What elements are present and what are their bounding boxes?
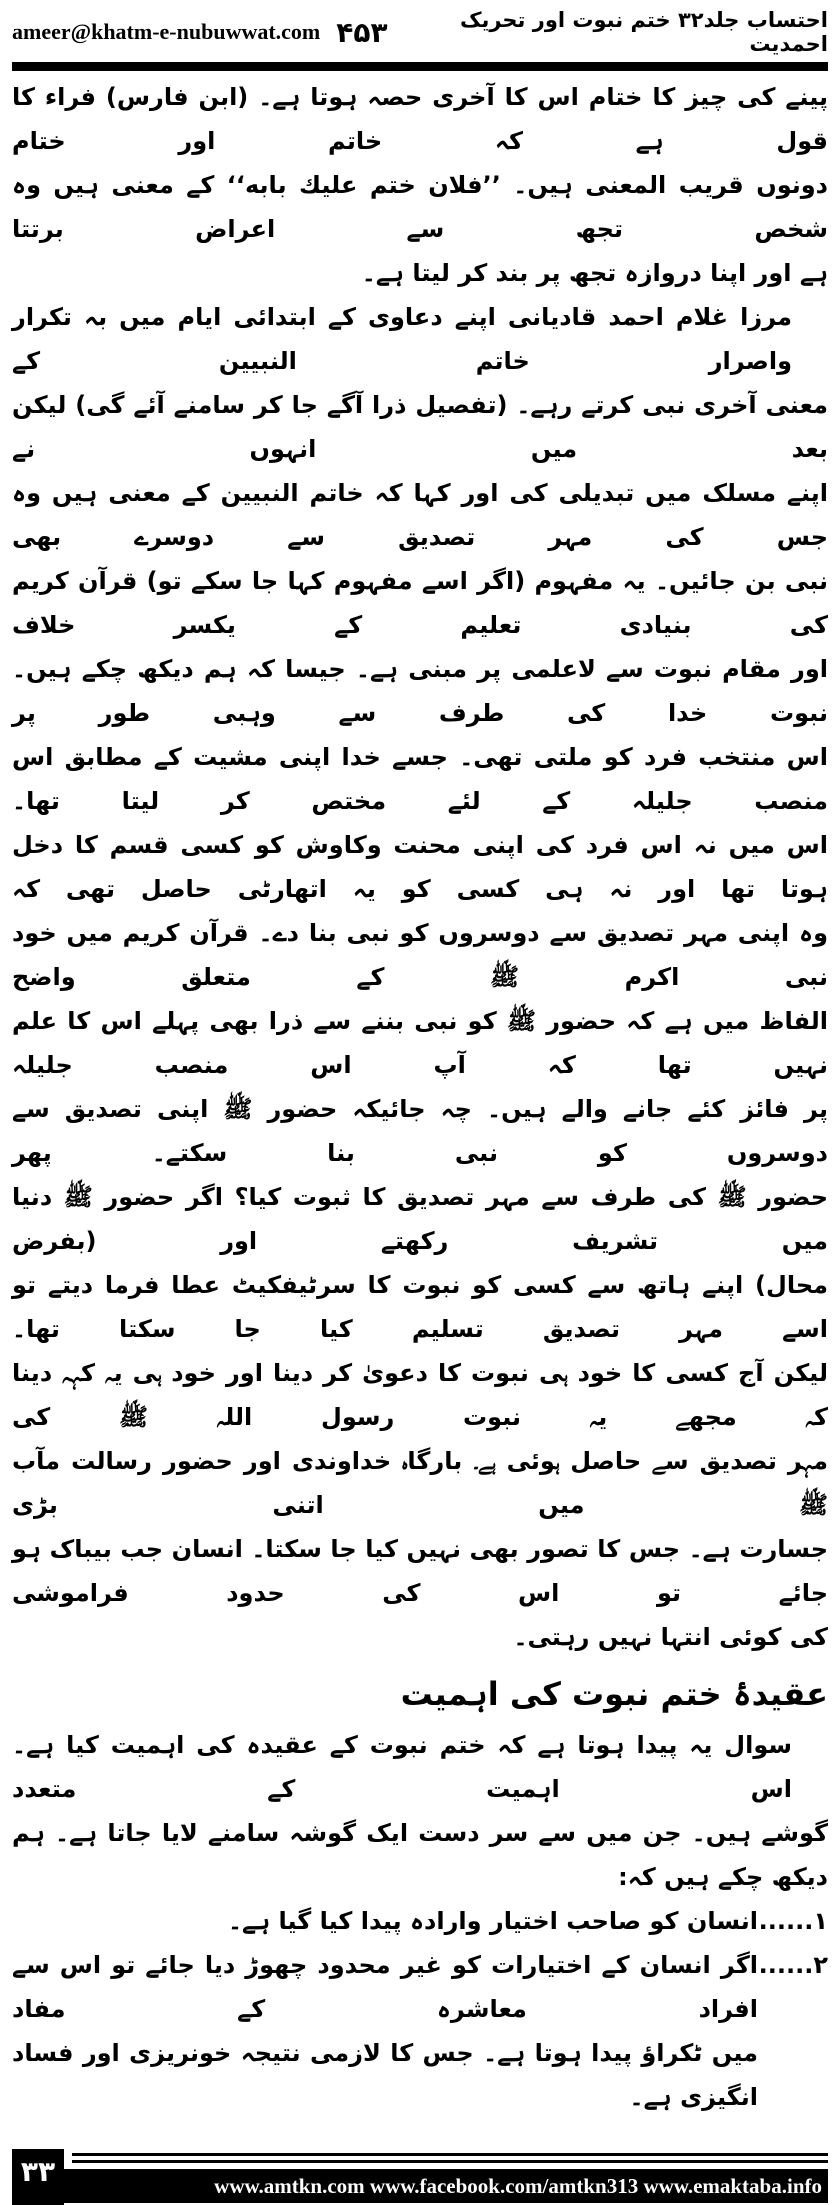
text-line: میں ٹکراؤ پیدا ہوتا ہے۔ جس کا لازمی نتیجہ خونریزی اور فساد انگیزی ہے۔: [12, 2039, 758, 2111]
text-line: نبی بن جائیں۔ یہ مفہوم (اگر اسے مفہوم کہا جا سکے تو) قرآن کریم کی بنیادی تعلیم کے یکسر خلاف: [12, 567, 828, 639]
text-line: انسان کو صاحب اختیار وارادہ پیدا کیا گیا ہے۔: [227, 1907, 758, 1935]
page-footer: [12, 2149, 828, 2205]
list-number: ۱......: [758, 1907, 828, 1935]
list-item: [12, 1943, 828, 2119]
header-book-title: احتساب جلد۳۲ ختم نبوت اور تحریک احمدیت: [459, 8, 828, 56]
text-line: معنی آخری نبی کرتے رہے۔ (تفصیل ذرا آگے جا کر سامنے آئے گی) لیکن بعد میں انہوں نے: [12, 391, 828, 463]
page-spacer: [12, 2119, 828, 2139]
text-line: اس میں نہ اس فرد کی اپنی محنت وکاوش کو کسی قسم کا دخل ہوتا تھا اور نہ ہی کسی کو یہ اتھارٹی حاصل تھی کہ: [12, 831, 828, 903]
text-line: مہر تصدیق سے حاصل ہوئی ہے۔ بارگاہ خداوندی اور حضور رسالت مآب ﷺ میں اتنی بڑی: [12, 1447, 828, 1519]
section-body: [12, 1723, 828, 2119]
text-line: وہ اپنی مہر تصدیق سے دوسروں کو نبی بنا دے۔ قرآن کریم میں خود نبی اکرم ﷺ کے متعلق واضح: [12, 919, 828, 991]
footer-rule: [72, 2153, 828, 2156]
text-line: مرزا غلام احمد قادیانی اپنے دعاوی کے ابتدائی ایام میں بہ تکرار واصرار خاتم النبیین کے: [12, 303, 792, 375]
header-page-number: ۴۵۳: [336, 15, 388, 49]
header-email: ameer@khatm-e-nubuwwat.com: [12, 19, 321, 44]
text-line: الفاظ میں ہے کہ حضور ﷺ کو نبی بننے سے ذرا بھی پہلے اس کا علم نہیں تھا کہ آپ اس منصب جلیلہ: [12, 1007, 828, 1079]
header-divider: [12, 62, 828, 71]
text-line: دونوں قریب المعنی ہیں۔ ’’فلان ختم علیك بابه‘‘ کے معنی ہیں وہ شخص تجھ سے اعراض برتتا: [12, 171, 828, 243]
text-line: اور مقام نبوت سے لاعلمی پر مبنی ہے۔ جیسا کہ ہم دیکھ چکے ہیں۔ نبوت خدا کی طرف سے وہبی طور پر: [12, 655, 828, 727]
text-line: محال) اپنے ہاتھ سے کسی کو نبوت کا سرٹیفکیٹ عطا فرما دیتے تو اسے مہر تصدیق تسلیم کیا جا سکتا تھا۔: [12, 1271, 828, 1343]
text-line: سوال یہ پیدا ہوتا ہے کہ ختم نبوت کے عقیدہ کی اہمیت کیا ہے۔ اس اہمیت کے متعدد: [12, 1731, 792, 1803]
text-line: جسارت ہے۔ جس کا تصور بھی نہیں کیا جا سکتا۔ انسان جب بیباک ہو جائے تو اس کی حدود فراموشی: [12, 1535, 828, 1607]
footer-page-number: ۳۳: [12, 2149, 64, 2205]
text-line: اس منتخب فرد کو ملتی تھی۔ جسے خدا اپنی مشیت کے مطابق اس منصب جلیلہ کے لئے مختص کر لیتا تھا۔: [12, 743, 828, 815]
section-heading: عقیدۂ ختم نبوت کی اہمیت: [400, 1675, 828, 1713]
text-line: لیکن آج کسی کا خود ہی نبوت کا دعویٰ کر دینا اور خود ہی یہ کہہ دینا کہ مجھے یہ نبوت رسول اللہ ﷺ کی: [12, 1359, 828, 1431]
list-item: [12, 1899, 828, 1943]
text-line: اگر انسان کے اختیارات کو غیر محدود چھوڑ دیا جائے تو اس سے افراد معاشرہ کے مفاد: [12, 1951, 758, 2023]
footer-rule: [72, 2160, 828, 2163]
text-line: حضور ﷺ کی طرف سے مہر تصدیق کا ثبوت کیا؟ اگر حضور ﷺ دنیا میں تشریف رکھتے اور (بفرض: [12, 1183, 828, 1255]
text-line: پر فائز کئے جانے والے ہیں۔ چہ جائیکہ حضور ﷺ اپنی تصدیق سے دوسروں کو نبی بنا سکتے۔ پھر: [12, 1095, 828, 1167]
list-number: ۲......: [758, 1951, 828, 1979]
text-line: گوشے ہیں۔ جن میں سے سر دست ایک گوشہ سامنے لایا جاتا ہے۔ ہم دیکھ چکے ہیں کہ:: [12, 1819, 828, 1891]
text-line: کی کوئی انتہا نہیں رہتی۔: [513, 1623, 828, 1651]
text-line: پینے کی چیز کا ختام اس کا آخری حصہ ہوتا ہے۔ (ابن فارس) فراء کا قول ہے کہ خاتم اور ختام: [12, 83, 828, 155]
text-line: ہے اور اپنا دروازہ تجھ پر بند کر لیتا ہے۔: [361, 259, 828, 287]
footer-links: www.amtkn.com www.facebook.com/amtkn313 www.emaktaba.info: [64, 2169, 828, 2203]
page-header: [12, 8, 828, 71]
body-text: [12, 75, 828, 1659]
text-line: اپنے مسلک میں تبدیلی کی اور کہا کہ خاتم النبیین کے معنی ہیں وہ جس کی مہر تصدیق سے دوسرے بھی: [12, 479, 828, 551]
